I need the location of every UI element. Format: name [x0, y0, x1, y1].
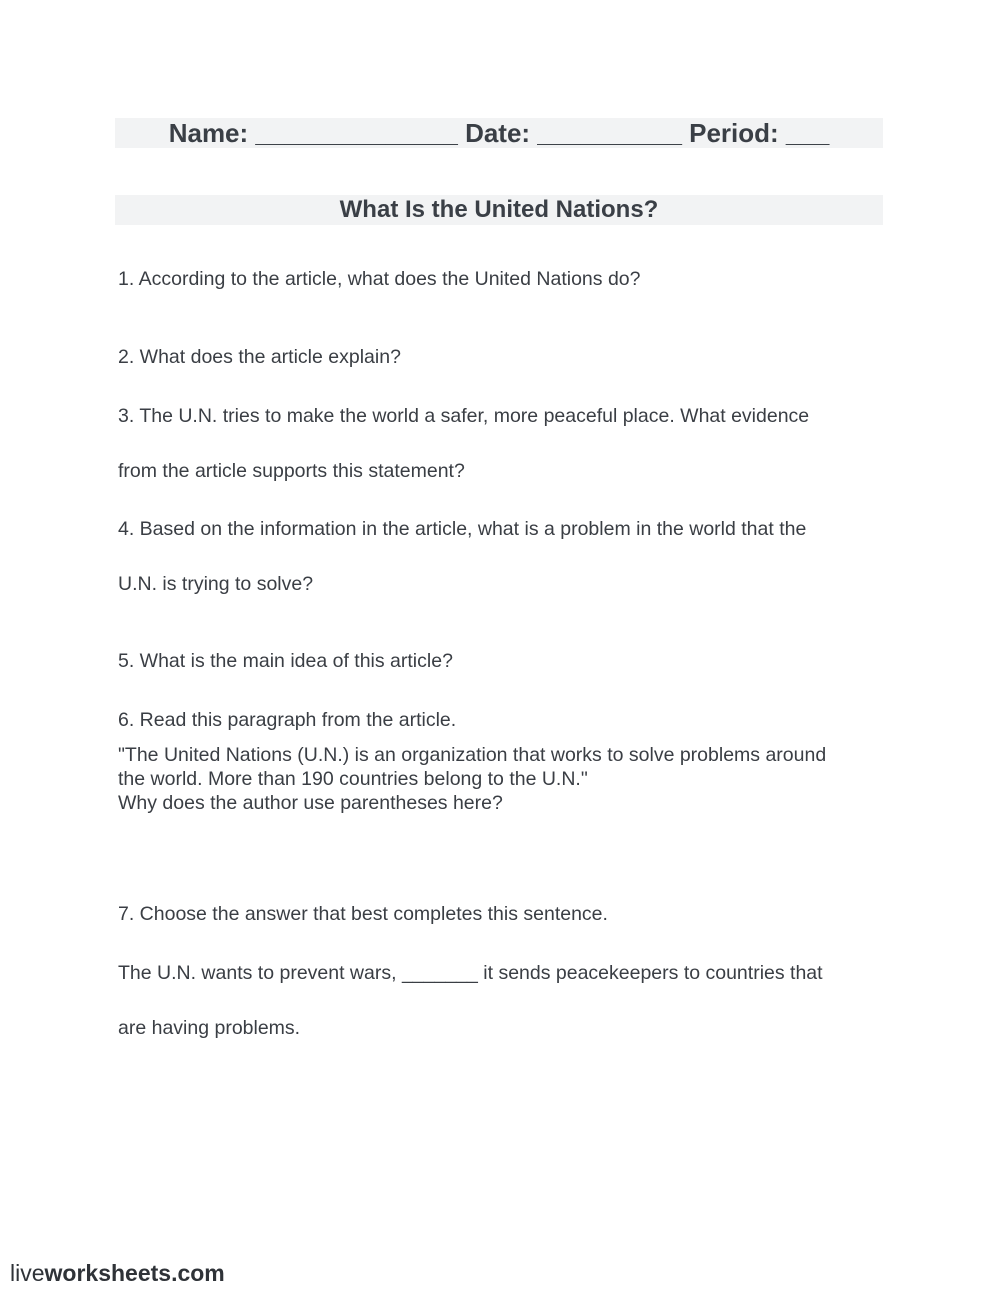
question-3-line-2: from the article supports this statement?	[118, 460, 465, 482]
logo-text-bold: worksheets.com	[44, 1260, 225, 1286]
question-6-quote-line-2: the world. More than 190 countries belong to the U.N."	[118, 768, 588, 790]
question-5: 5. What is the main idea of this article?	[118, 650, 453, 672]
liveworksheets-logo[interactable]	[10, 1259, 225, 1287]
question-4-line-1: 4. Based on the information in the article, what is a problem in the world that the	[118, 518, 807, 540]
question-6: 6. Read this paragraph from the article.	[118, 709, 457, 731]
question-6-prompt: Why does the author use parentheses here?	[118, 792, 503, 814]
question-7: 7. Choose the answer that best completes this sentence.	[118, 903, 608, 925]
worksheet-title: What Is the United Nations?	[115, 195, 883, 225]
question-3-line-1: 3. The U.N. tries to make the world a safer, more peaceful place. What evidence	[118, 405, 810, 427]
question-4-line-2: U.N. is trying to solve?	[118, 573, 314, 595]
logo-text-light: live	[10, 1260, 45, 1286]
question-1: 1. According to the article, what does the United Nations do?	[118, 268, 641, 290]
question-2: 2. What does the article explain?	[118, 346, 401, 368]
student-info-header: Name: ______________ Date: __________ Period: ___	[115, 118, 883, 148]
question-6-quote-line-1: "The United Nations (U.N.) is an organization that works to solve problems around	[118, 744, 827, 766]
question-7-sentence-line-1: The U.N. wants to prevent wars, _______ it sends peacekeepers to countries that	[118, 962, 823, 984]
question-7-sentence-line-2: are having problems.	[118, 1017, 301, 1039]
